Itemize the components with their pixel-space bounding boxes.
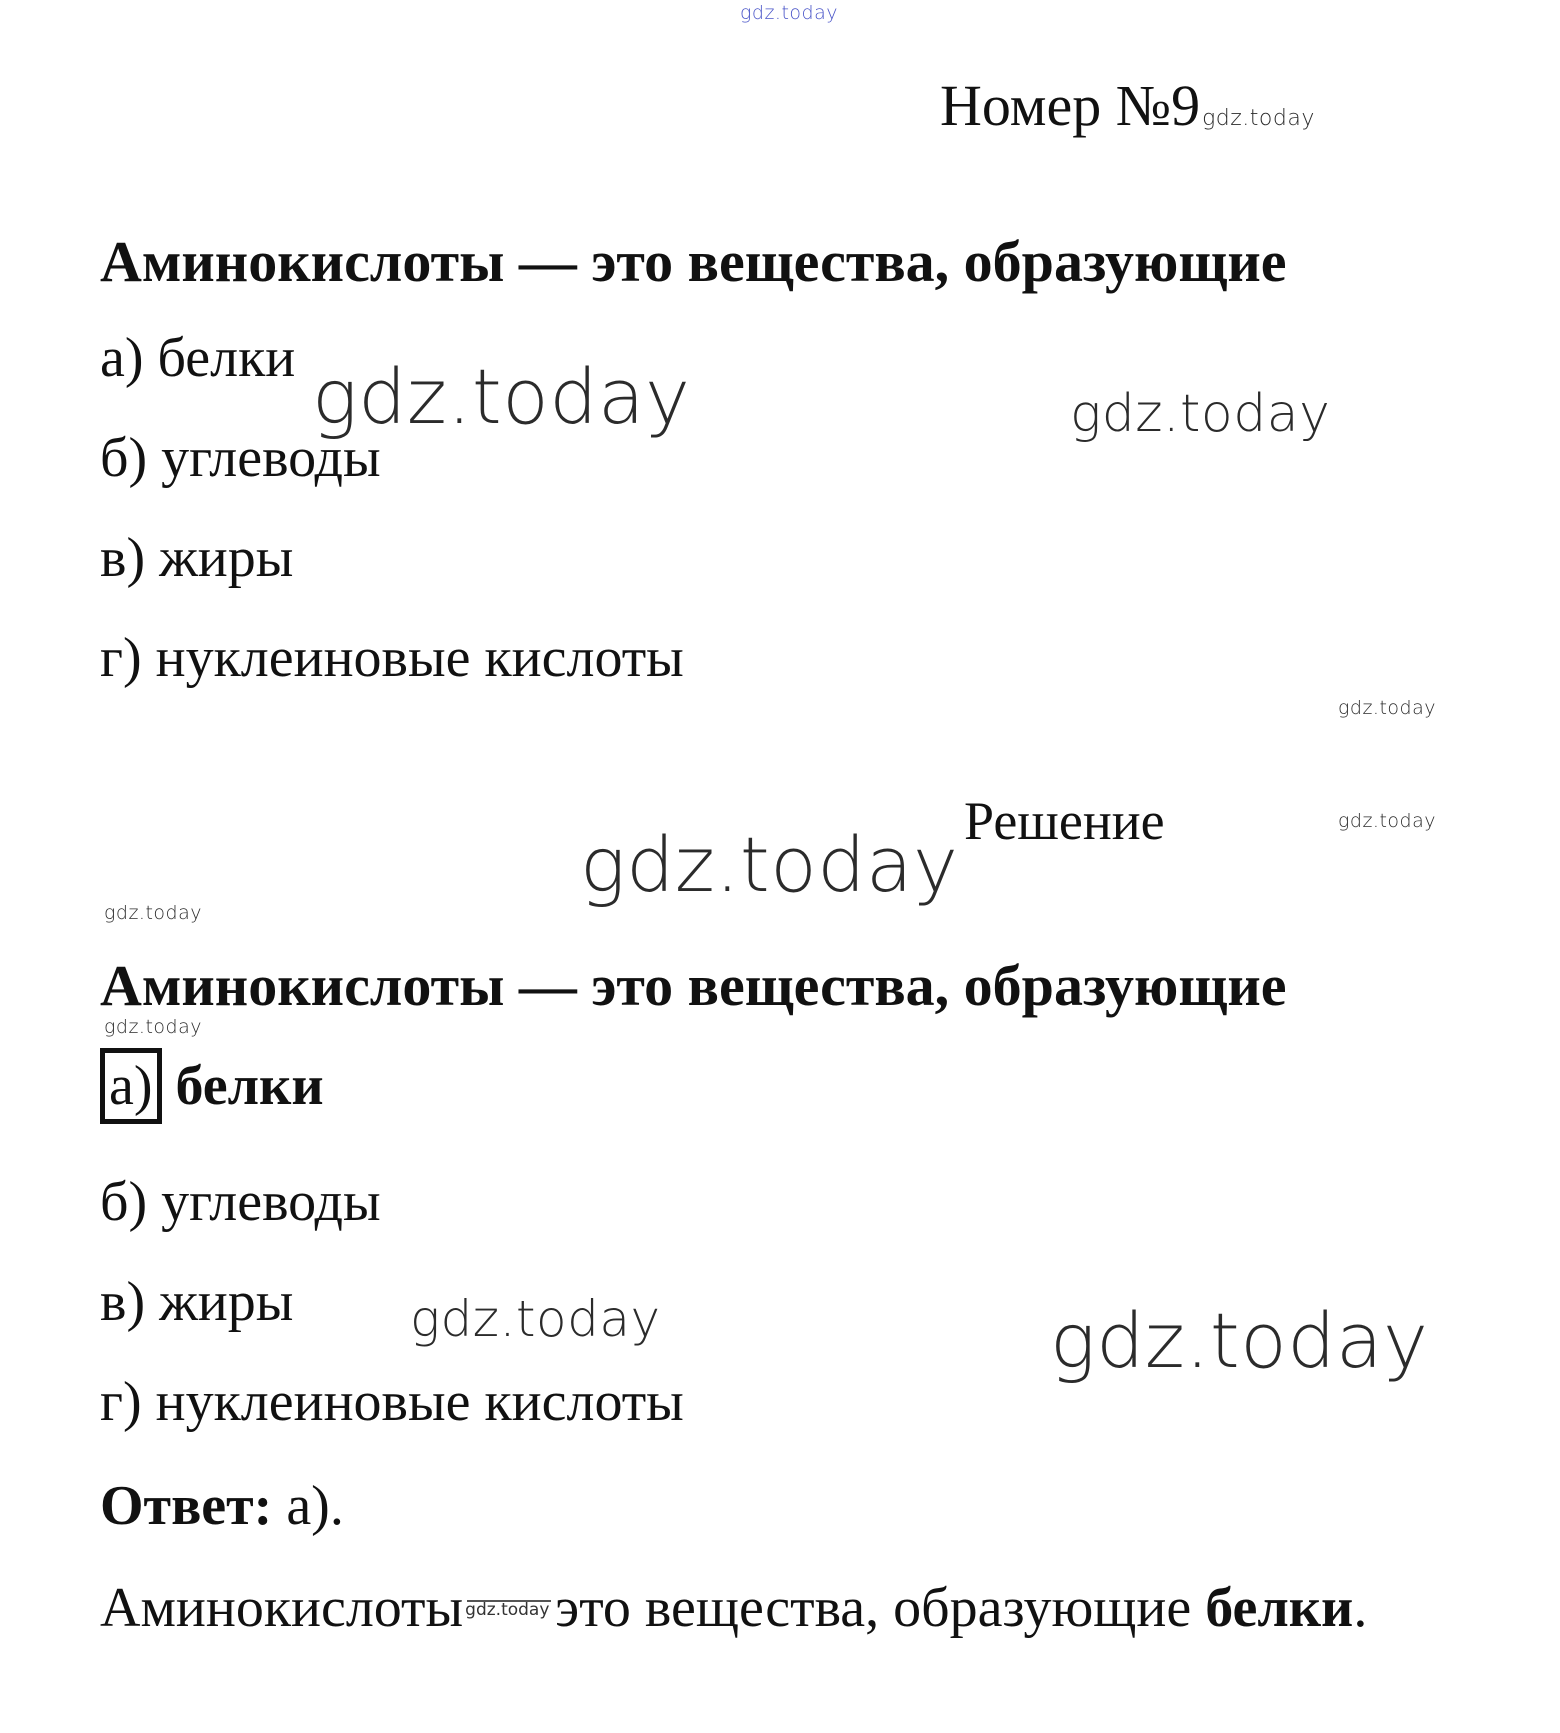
question-option-d: г) нуклеиновые кислоты [100,627,684,689]
solution-heading: Решение [964,791,1165,851]
solution-question-text: Аминокислоты — это вещества, образующие [100,953,1287,1018]
dash-watermark: gdz.today [465,1600,550,1620]
top-watermark: gdz.today [740,2,838,24]
watermark-small-4: gdz.today [104,1016,202,1038]
page-title [940,72,1315,139]
question-option-b: б) углеводы [100,427,381,489]
answer-value: а). [286,1475,344,1537]
watermark-small-1: gdz.today [1338,697,1436,719]
solution-option-a [100,1048,324,1124]
question-text: Аминокислоты — это вещества, образующие [100,229,1287,294]
answer-line [100,1474,344,1538]
conclusion-bold-word: белки [1205,1577,1354,1639]
conclusion-sentence: Аминокислоты gdz.today это вещества, образующие белки. [100,1577,1368,1639]
solution-option-d: г) нуклеиновые кислоты [100,1371,684,1433]
solution-option-b: б) углеводы [100,1171,381,1233]
answer-label: Ответ: [100,1475,273,1537]
page-title-text: Номер №9 [940,73,1201,138]
watermark-medium-2: gdz.today [410,1290,661,1348]
selected-letter-box: а) [100,1048,162,1124]
watermark-small-3: gdz.today [104,902,202,924]
solution-option-c: в) жиры [100,1271,294,1333]
watermark-large-2: gdz.today [580,820,959,909]
title-watermark: gdz.today [1202,106,1315,131]
question-option-a: а) белки [100,327,296,389]
watermark-medium-1: gdz.today [1070,384,1331,444]
watermark-small-2: gdz.today [1338,810,1436,832]
selected-option-text: белки [175,1055,324,1117]
question-option-c: в) жиры [100,527,294,589]
watermark-large-3: gdz.today [1050,1296,1429,1385]
watermark-large-1: gdz.today [312,352,691,441]
